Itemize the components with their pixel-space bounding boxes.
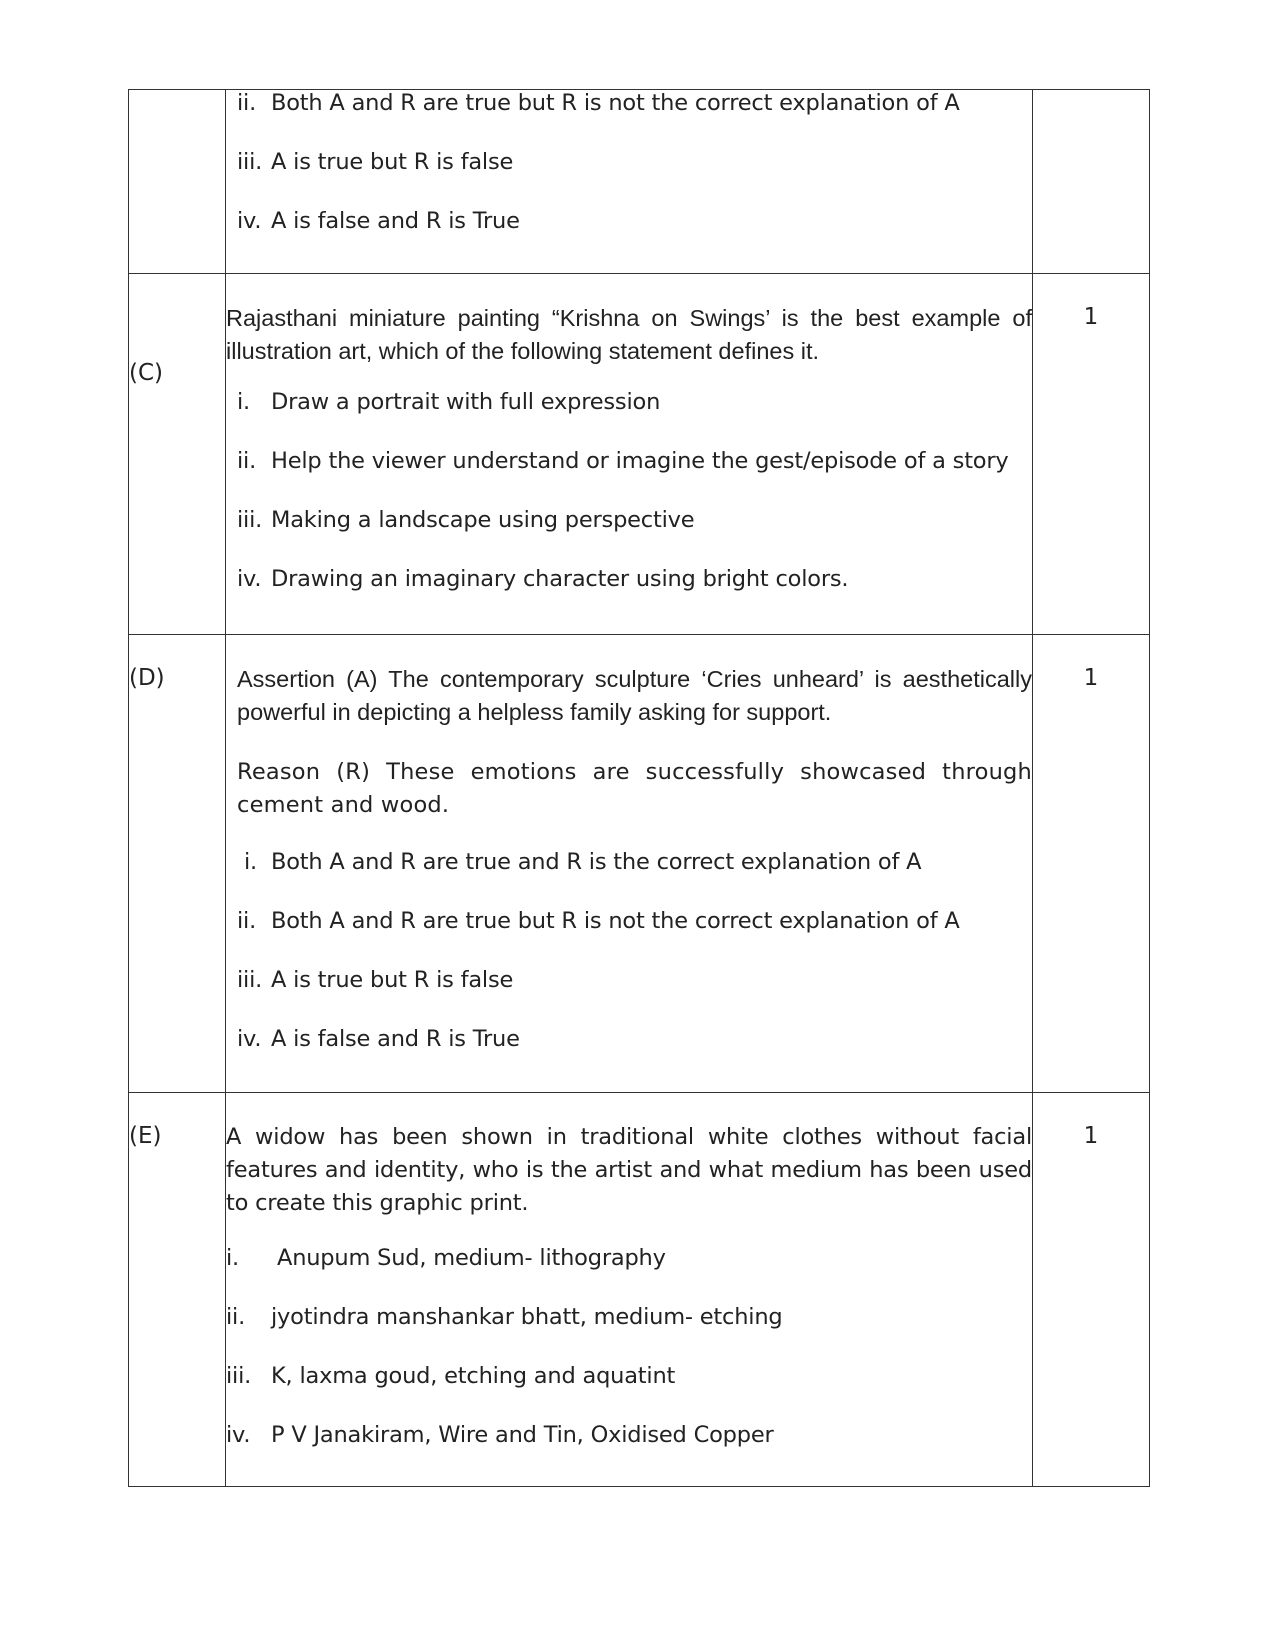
question-cell	[226, 1093, 1033, 1487]
option-item: iii. K, laxma goud, etching and aquatint	[226, 1363, 676, 1389]
question-cell	[226, 274, 1033, 635]
option-item: iv. A is false and R is True	[237, 1026, 520, 1052]
marks-cell	[1033, 90, 1150, 274]
option-item: iv. A is false and R is True	[237, 208, 520, 234]
option-item: iii. Making a landscape using perspective	[237, 507, 695, 533]
option-item: i. Anupum Sud, medium- lithography	[226, 1245, 666, 1271]
assertion-text: Assertion (A) The contemporary sculpture ‘Cries unheard’ is aesthetically powerful in depicting a helpless family asking for support.	[237, 666, 1032, 725]
option-item: iv. Drawing an imaginary character using bright colors.	[237, 566, 849, 592]
question-label: (E)	[129, 1093, 226, 1487]
table-row-c	[129, 274, 1150, 635]
question-cell	[226, 635, 1033, 1093]
marks-cell: 1	[1033, 635, 1150, 1093]
table-row-e	[129, 1093, 1150, 1487]
option-item: iii. A is true but R is false	[237, 967, 514, 993]
question-table	[128, 89, 1150, 1487]
table-row-continued	[129, 90, 1150, 274]
option-item: ii. Help the viewer understand or imagine the gest/episode of a story	[237, 448, 1009, 474]
question-cell	[226, 90, 1033, 274]
option-item: i. Draw a portrait with full expression	[237, 389, 661, 415]
option-item: ii. jyotindra manshankar bhatt, medium- etching	[226, 1304, 783, 1330]
question-label: (D)	[129, 635, 226, 1093]
option-item: i. Both A and R are true and R is the correct explanation of A	[244, 849, 922, 875]
option-item: iii. A is true but R is false	[237, 149, 514, 175]
question-text: Rajasthani miniature painting “Krishna on Swings’ is the best example of illustration art, which of the following statement defines it.	[226, 305, 1032, 364]
option-item: ii. Both A and R are true but R is not the correct explanation of A	[237, 908, 960, 934]
option-item: ii. Both A and R are true but R is not the correct explanation of A	[237, 90, 960, 116]
question-label: (C)	[129, 274, 226, 635]
reason-text: Reason (R) These emotions are successfully showcased through cement and wood.	[237, 759, 1032, 818]
marks-cell: 1	[1033, 274, 1150, 635]
option-item: iv. P V Janakiram, Wire and Tin, Oxidised Copper	[226, 1422, 774, 1448]
table-row-d	[129, 635, 1150, 1093]
label-cell	[129, 90, 226, 274]
question-text: A widow has been shown in traditional white clothes without facial features and identity, who is the artist and what medium has been used to create this graphic print.	[226, 1124, 1032, 1216]
marks-cell: 1	[1033, 1093, 1150, 1487]
